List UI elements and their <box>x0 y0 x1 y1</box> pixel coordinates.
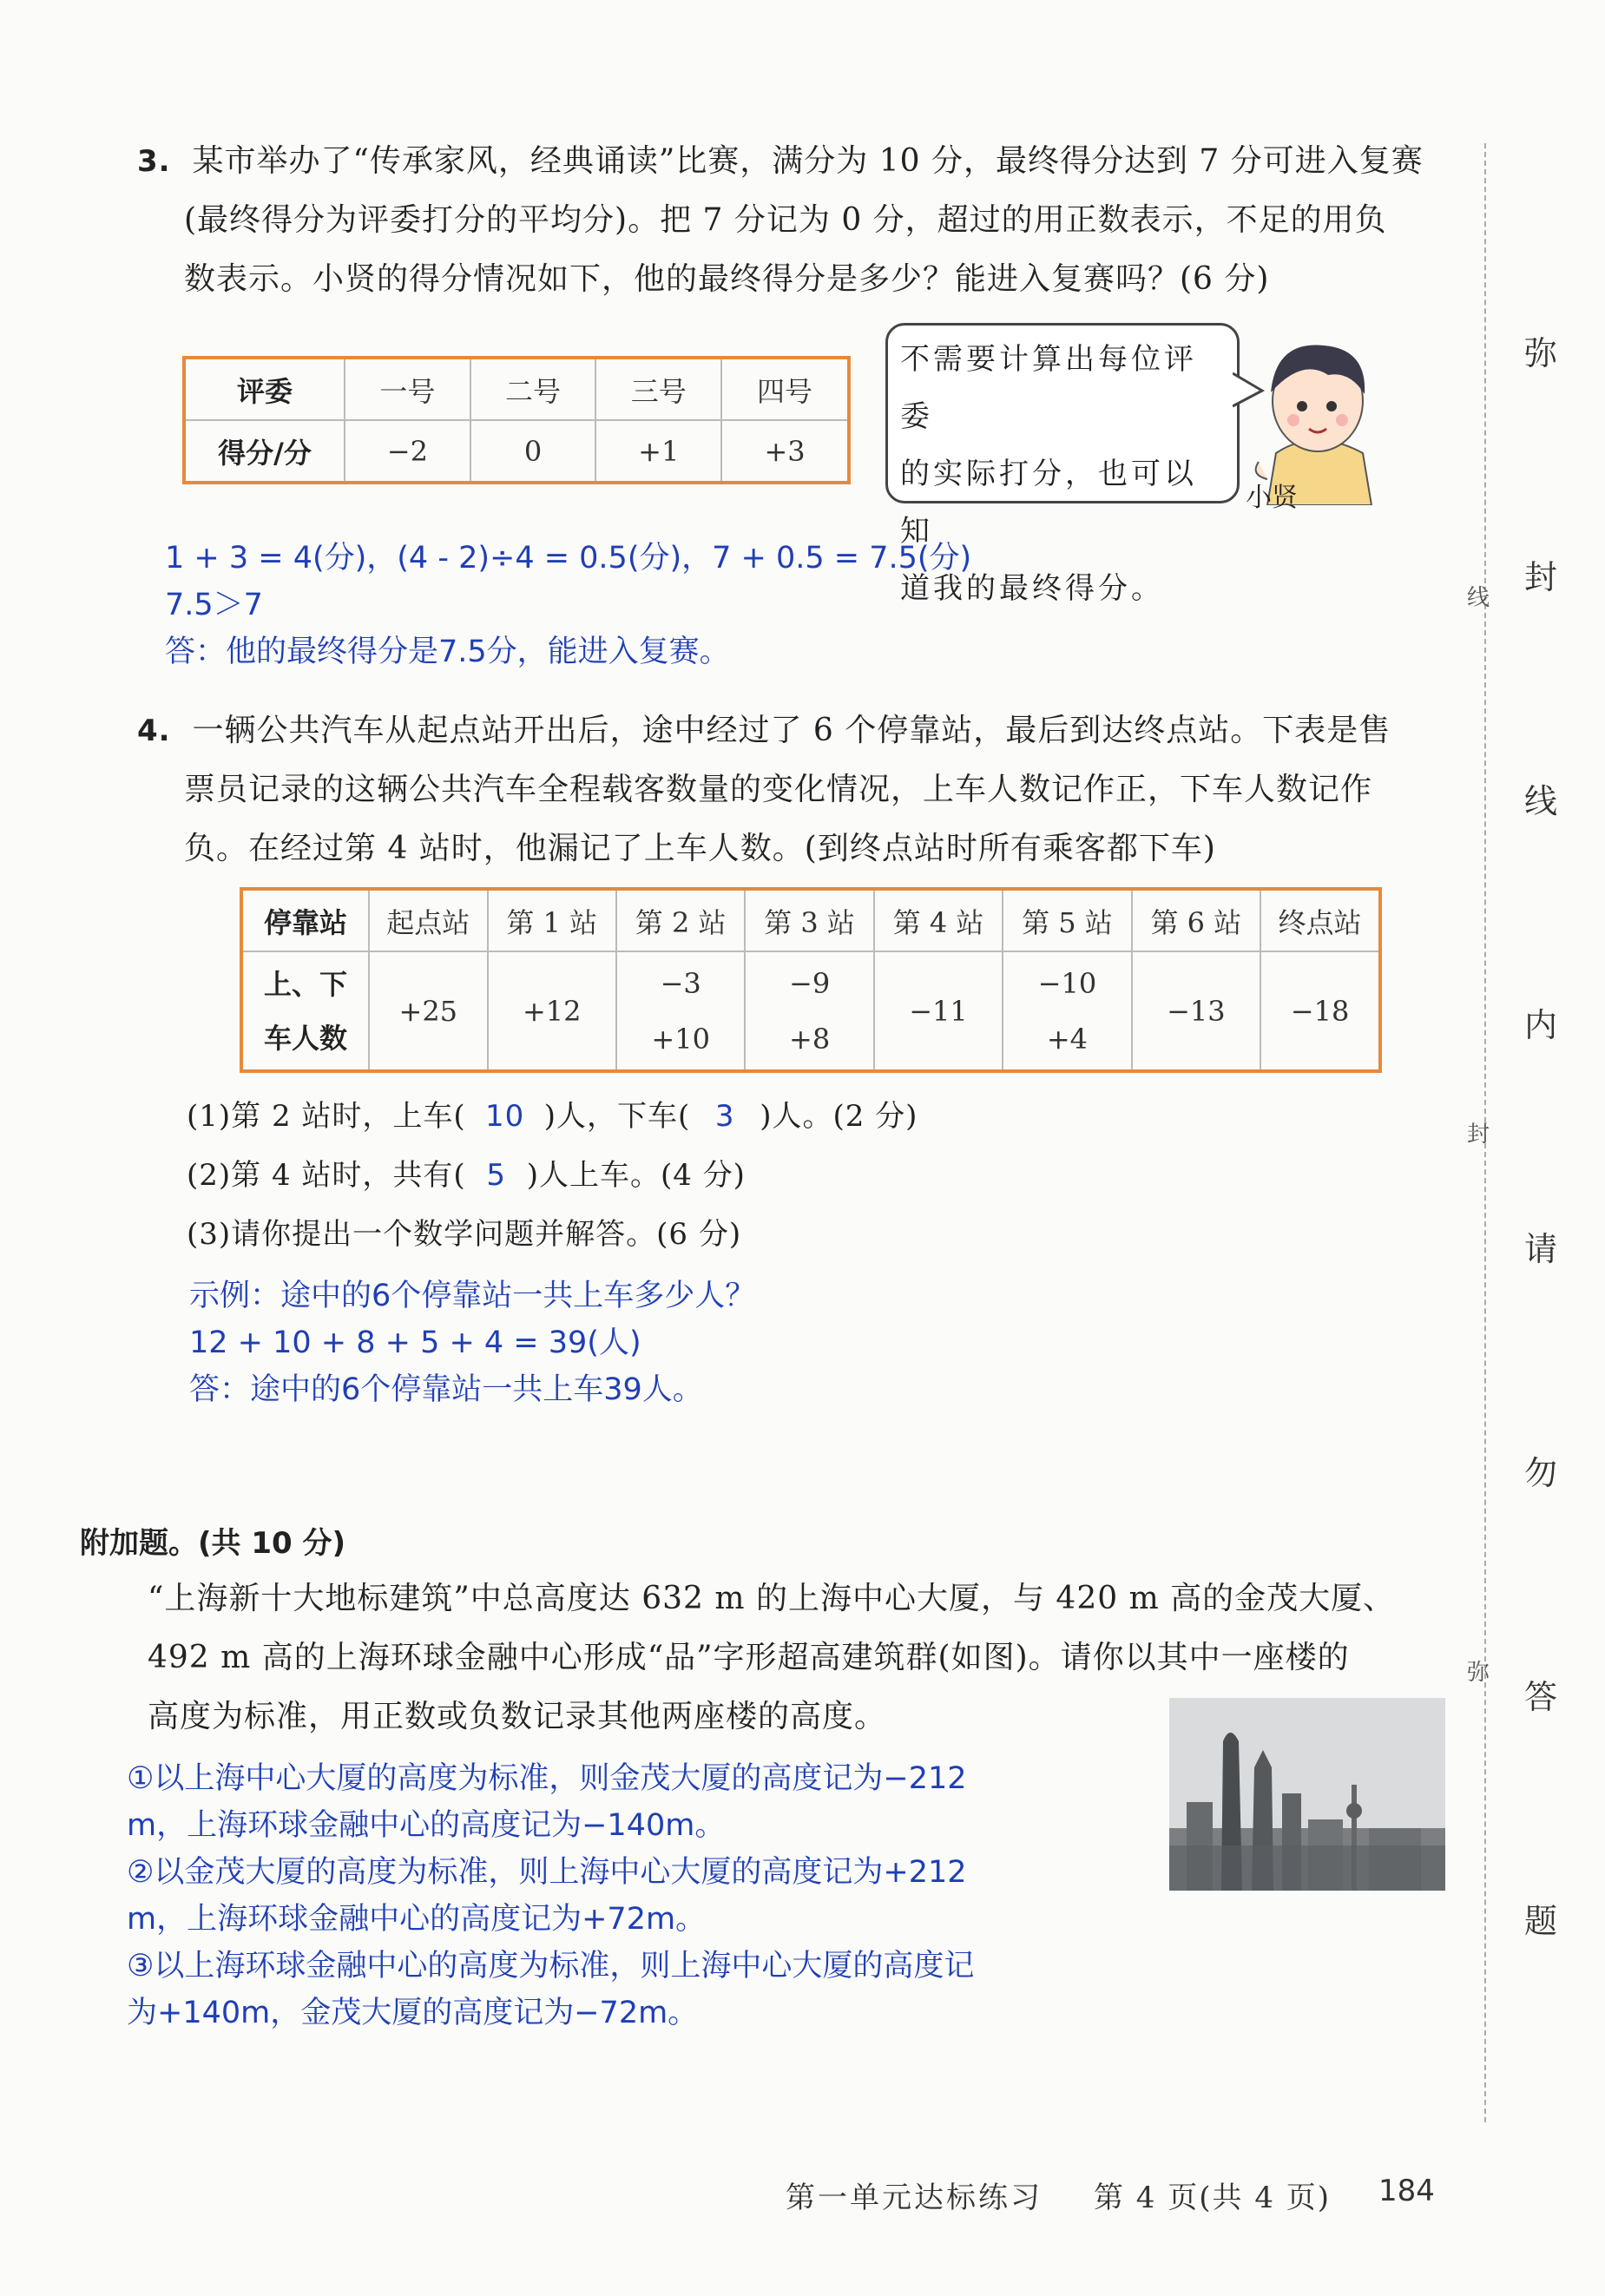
margin-char: 封 <box>1524 558 1558 596</box>
q4-change: −13 <box>1132 951 1260 1071</box>
q4-row-label <box>241 951 369 1071</box>
bonus-answer-line: 为+140m，金茂大厦的高度记为−72m。 <box>127 1996 699 2030</box>
q3-answer-line: 1 + 3 = 4(分)，(4 - 2)÷4 = 0.5(分)，7 + 0.5 = 7.5(分) <box>165 541 972 576</box>
margin-char: 弥 <box>1524 334 1558 372</box>
q4-change-down: −10 <box>1037 966 1097 1000</box>
q3-line3: 数表示。小贤的得分情况如下，他的最终得分是多少？能进入复赛吗？(6 分) <box>184 261 1270 297</box>
q3-header-label: 评委 <box>184 358 345 420</box>
q3-answer-line: 7.5＞7 <box>165 588 263 622</box>
q3-answer-line: 答：他的最终得分是7.5分，能进入复赛。 <box>165 635 730 669</box>
q3-score: 0 <box>470 420 596 483</box>
bonus-answer <box>127 1755 974 2036</box>
q4-change-up: +8 <box>789 1022 831 1056</box>
bubble-line: 的实际打分，也可以知 <box>900 457 1197 549</box>
q4-change: +25 <box>369 951 488 1071</box>
shanghai-skyline-photo-icon <box>1169 1698 1445 1891</box>
q4-station: 第 5 站 <box>1003 889 1131 951</box>
q4-text <box>137 701 1391 878</box>
q4-station: 第 1 站 <box>488 889 616 951</box>
q4-answer-line: 示例：途中的6个停靠站一共上车多少人？ <box>189 1279 756 1313</box>
q4-line2: 票员记录的这辆公共汽车全程载客数量的变化情况，上车人数记作正，下车人数记作 <box>184 772 1373 807</box>
margin-char: 请 <box>1524 1230 1558 1268</box>
bonus-line2: 492 m 高的上海环球金融中心形成“品”字形超高建筑群(如图)。请你以其中一座楼的 <box>148 1640 1350 1675</box>
bonus-answer-line: ②以金茂大厦的高度为标准，则上海中心大厦的高度记为+212 <box>127 1855 967 1890</box>
q3-judge: 三号 <box>595 358 721 420</box>
bonus-line1: “上海新十大地标建筑”中总高度达 632 m 的上海中心大厦，与 420 m 高的金茂大厦、 <box>148 1581 1396 1616</box>
q3-judge: 二号 <box>470 358 596 420</box>
margin-char: 线 <box>1524 782 1558 820</box>
q4-change-up: +4 <box>1046 1022 1089 1056</box>
q4-change-down: −9 <box>789 966 831 1000</box>
margin-char: 答 <box>1524 1678 1558 1716</box>
bonus-answer-line: ③以上海环球金融中心的高度为标准，则上海中心大厦的高度记 <box>127 1949 975 1984</box>
q4-change-up: +10 <box>651 1022 710 1056</box>
page-number: 184 <box>1378 2174 1435 2208</box>
q4-header-label: 停靠站 <box>241 889 369 951</box>
q4-sub2 <box>187 1146 918 1205</box>
q4-row-label-2: 车人数 <box>263 1021 347 1055</box>
q3-score: +1 <box>595 420 721 483</box>
seal-small-char: 封 <box>1467 1122 1490 1148</box>
q4-sub2-text-b: )人上车。(4 分) <box>526 1158 746 1193</box>
seal-small-char: 弥 <box>1467 1660 1490 1686</box>
q4-bus-table <box>240 887 1382 1073</box>
q4-change <box>1003 951 1131 1071</box>
q4-number: 4. <box>137 714 171 748</box>
q4-answer-line: 12 + 10 + 8 + 5 + 4 = 39(人) <box>189 1326 641 1360</box>
q4-station: 第 4 站 <box>874 889 1003 951</box>
margin-char: 题 <box>1524 1902 1558 1940</box>
margin-char: 勿 <box>1524 1454 1558 1492</box>
q4-station: 第 2 站 <box>616 889 745 951</box>
character-name: 小贤 <box>1246 483 1298 513</box>
q4-sub1-text-c: )人。(2 分) <box>760 1099 918 1134</box>
bonus-answer-line: m，上海环球金融中心的高度记为−140m。 <box>127 1808 726 1843</box>
q4-change <box>745 951 873 1071</box>
bubble-line: 道我的最终得分。 <box>900 571 1164 606</box>
q3-answer <box>165 535 971 675</box>
q4-subquestions <box>187 1087 918 1264</box>
q3-row-label: 得分/分 <box>184 420 345 483</box>
speech-bubble <box>885 323 1240 606</box>
bonus-title: 附加题。(共 10 分) <box>80 1526 346 1561</box>
q4-sub1-answer-down[interactable]: 3 <box>714 1099 735 1134</box>
q4-change-down: −3 <box>660 966 701 1000</box>
q4-station: 终点站 <box>1260 889 1380 951</box>
q4-answer <box>189 1273 755 1413</box>
q4-change: +12 <box>488 951 616 1071</box>
q3-number: 3. <box>137 144 171 179</box>
bonus-answer-line: ①以上海中心大厦的高度为标准，则金茂大厦的高度记为−212 <box>127 1761 967 1796</box>
q4-change: −18 <box>1260 951 1380 1071</box>
margin-char: 内 <box>1524 1006 1558 1044</box>
q4-sub2-answer[interactable]: 5 <box>486 1158 506 1193</box>
footer-section: 第一单元达标练习 <box>786 2181 1043 2215</box>
q4-station: 第 3 站 <box>745 889 873 951</box>
q4-sub3: (3)请你提出一个数学问题并解答。(6 分) <box>187 1217 742 1252</box>
q4-change: −11 <box>874 951 1003 1071</box>
q3-judge: 一号 <box>345 358 470 420</box>
bubble-line: 不需要计算出每位评委 <box>900 342 1197 434</box>
q4-station: 第 6 站 <box>1132 889 1260 951</box>
q4-answer-line: 答：途中的6个停靠站一共上车39人。 <box>189 1372 703 1407</box>
q3-line1: 某市举办了“传承家风，经典诵读”比赛，满分为 10 分，最终得分达到 7 分可进入复赛 <box>192 143 1424 179</box>
bonus-answer-line: m，上海环球金融中心的高度记为+72m。 <box>127 1902 707 1937</box>
q4-sub1-text-a: (1)第 2 站时，上车( <box>187 1099 466 1134</box>
q3-line2: (最终得分为评委打分的平均分)。把 7 分记为 0 分，超过的用正数表示，不足的用负 <box>184 202 1387 238</box>
seal-small-char: 线 <box>1467 585 1490 611</box>
q4-sub1-text-b: )人，下车( <box>543 1099 691 1134</box>
q4-station: 起点站 <box>369 889 488 951</box>
q4-sub1-answer-up[interactable]: 10 <box>485 1099 525 1134</box>
q3-text <box>137 132 1424 309</box>
q3-score: −2 <box>345 420 470 483</box>
bonus-line3: 高度为标准，用正数或负数记录其他两座楼的高度。 <box>148 1699 887 1734</box>
q4-line1: 一辆公共汽车从起点站开出后，途中经过了 6 个停靠站，最后到达终点站。下表是售 <box>192 713 1391 748</box>
q4-change <box>616 951 745 1071</box>
q4-sub2-text-a: (2)第 4 站时，共有( <box>187 1158 466 1193</box>
q3-judge: 四号 <box>721 358 849 420</box>
q4-sub1 <box>187 1087 918 1146</box>
q3-score: +3 <box>721 420 849 483</box>
footer-page-info: 第 4 页(共 4 页) <box>1094 2181 1332 2215</box>
q4-row-label-1: 上、下 <box>263 967 347 1001</box>
q4-line3: 负。在经过第 4 站时，他漏记了上车人数。(到终点站时所有乘客都下车) <box>184 831 1216 866</box>
q3-score-table <box>182 356 851 484</box>
